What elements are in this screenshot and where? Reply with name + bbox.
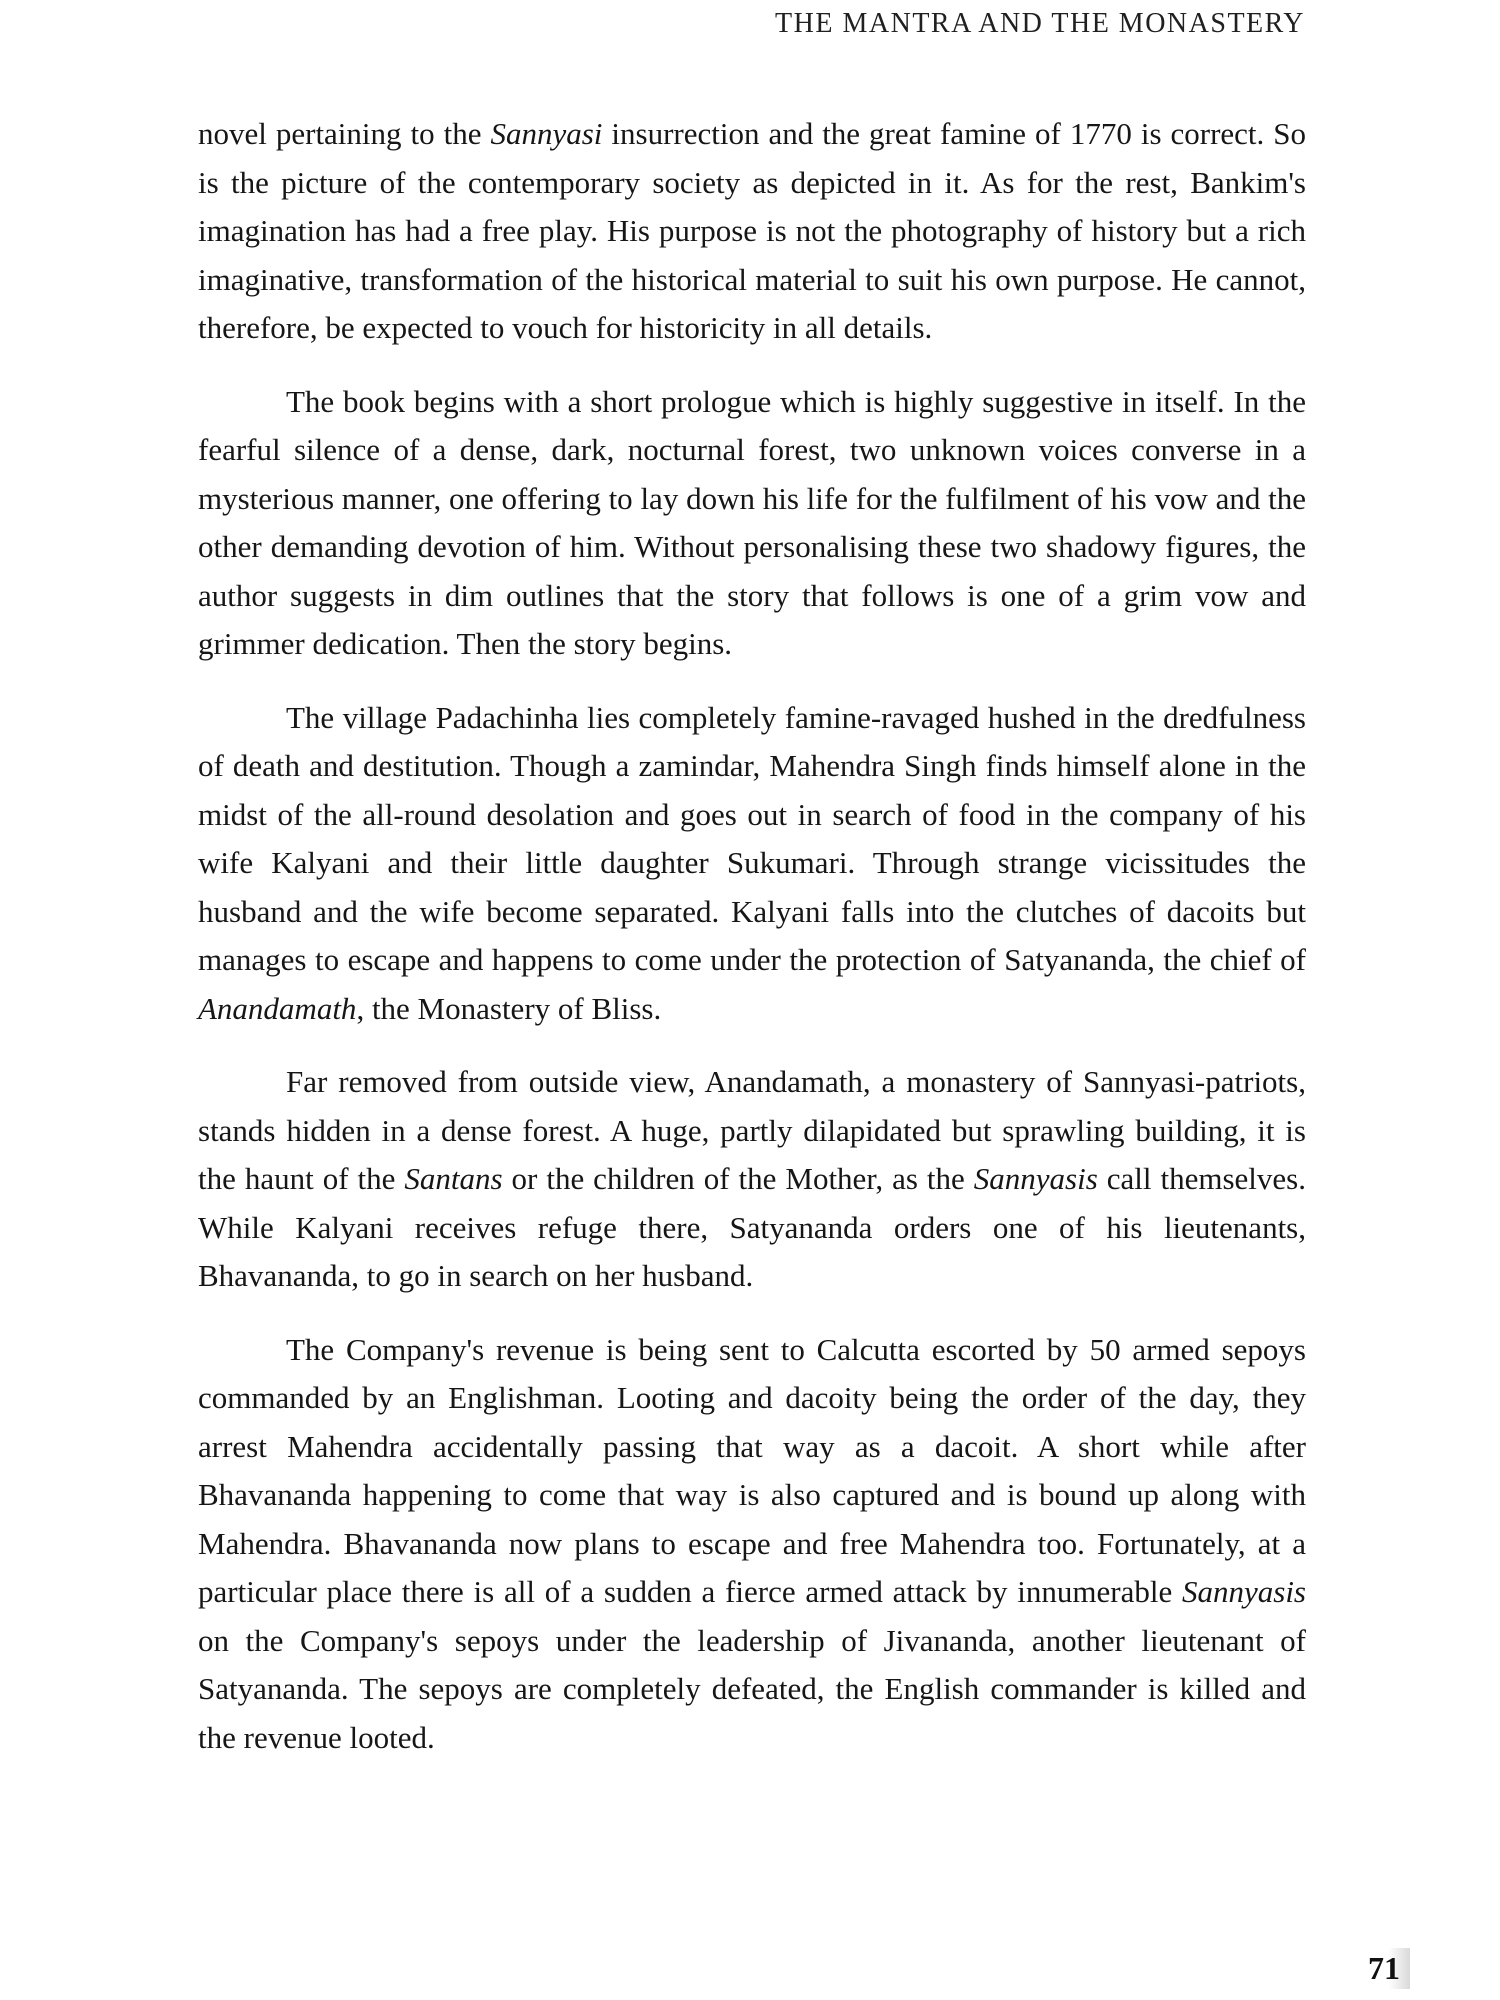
body-text <box>198 110 1306 1787</box>
text-run: insurrection and the great famine of 1770 is correct. So is the picture of the contemporary society as depicted in it. As for the rest, Bankim's imagination has had a free play. His purpose is not the photography of history but a rich imaginative, transformation of the historical material to suit his own purpose. He cannot, therefore, be expected to vouch for historicity in all details. <box>198 116 1307 345</box>
text-run: Far removed from outside view, Anandamath, a monastery of Sannyasi-patriots, stands hidden in a dense forest. A huge, partly dilapidated but sprawling building, it is the haunt of the <box>198 1064 1306 1196</box>
paragraph-2 <box>198 378 1306 669</box>
text-run: , the Monastery of Bliss. <box>356 990 662 1026</box>
text-run: The book begins with a short prologue which is highly suggestive in itself. In the fearful silence of a dense, dark, nocturnal forest, two unknown voices converse in a mysterious manner, one offering to lay down his life for the fulfilment of his vow and the other demanding devotion of him. Without personalising these two shadowy figures, the author suggests in dim outlines that the story that follows is one of a grim vow and grimmer dedication. Then the story begins. <box>198 383 1306 661</box>
text-run: novel pertaining to the <box>198 116 491 151</box>
paragraph-1 <box>198 110 1306 353</box>
italic-term: Sannyasis <box>973 1161 1098 1196</box>
italic-term: Sannyasi <box>490 116 603 151</box>
italic-term: Santans <box>404 1161 503 1196</box>
text-run: call themselves. While Kalyani receives refuge there, Satyananda orders one of his lieutenants, Bhavananda, to go in search on her husband. <box>198 1161 1306 1293</box>
text-run: The village Padachinha lies completely famine-ravaged hushed in the dredfulness of death and destitution. Though a zamindar, Mahendra Singh finds himself alone in the midst of the all-round desolation and goes out in search of food in the company of his wife Kalyani and their little daughter Sukumari. Through strange vicissitudes the husband and the wife become separated. Kalyani falls into the clutches of dacoits but manages to escape and happens to come under the protection of Satyananda, the chief of <box>198 699 1306 977</box>
text-run: or the children of the Mother, as the <box>502 1161 974 1196</box>
paragraph-3 <box>198 694 1306 1034</box>
running-header-title: THE MANTRA AND THE MONASTERY <box>775 8 1305 39</box>
page-number: 71 <box>1362 1948 1410 1989</box>
italic-term: Sannyasis <box>1182 1574 1306 1609</box>
text-run: The Company's revenue is being sent to Calcutta escorted by 50 armed sepoys commanded by an Englishman. Looting and dacoity being the order of the day, they arrest Mahendra accidentally passing that way as a dacoit. A short while after Bhavananda happening to come that way is also captured and is bound up along with Mahendra. Bhavananda now plans to escape and free Mahendra too. Fortunately, at a particular place there is all of a sudden a fierce armed attack by innumerable <box>198 1331 1306 1609</box>
paragraph-5 <box>198 1326 1306 1763</box>
text-run: on the Company's sepoys under the leadership of Jivananda, another lieutenant of Satyananda. The sepoys are completely defeated, the English commander is killed and the revenue looted. <box>198 1622 1306 1755</box>
italic-term: Anandamath <box>198 990 357 1026</box>
paragraph-4 <box>198 1058 1306 1301</box>
